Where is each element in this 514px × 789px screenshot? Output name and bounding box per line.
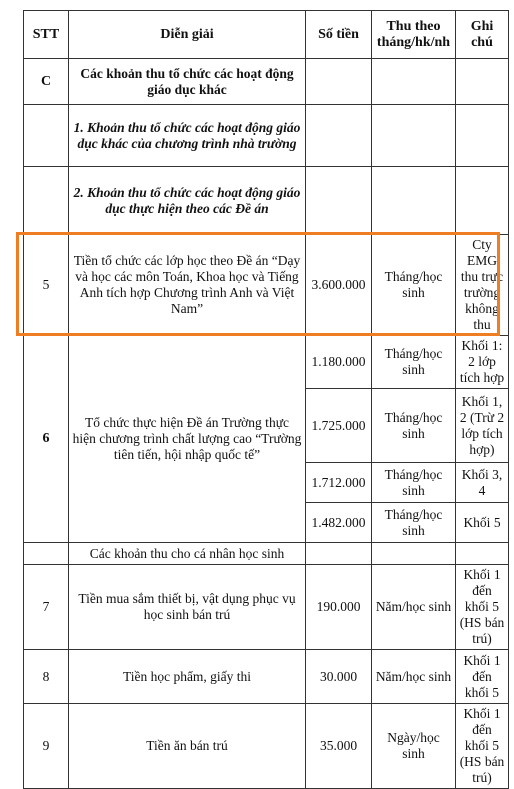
empty-cell <box>456 105 509 167</box>
row6-note-2: Khối 1, 2 (Trừ 2 lớp tích hợp) <box>456 389 509 463</box>
sub1-title: 1. Khoản thu tổ chức các hoạt động giáo dục khác của chương trình nhà trường <box>69 105 306 167</box>
row6-amount-4: 1.482.000 <box>306 503 372 543</box>
row8-stt: 8 <box>24 650 69 704</box>
empty-cell <box>24 167 69 235</box>
row6-note-1: Khối 1: 2 lớp tích hợp <box>456 336 509 389</box>
empty-cell <box>306 543 372 565</box>
row8-note: Khối 1 đến khối 5 <box>456 650 509 704</box>
row8-amount: 30.000 <box>306 650 372 704</box>
row6-note-3: Khối 3, 4 <box>456 463 509 503</box>
empty-cell <box>372 59 456 105</box>
section-personal-title: Các khoản thu cho cá nhân học sinh <box>69 543 306 565</box>
empty-cell <box>306 105 372 167</box>
row6-period-4: Tháng/học sinh <box>372 503 456 543</box>
header-thu-theo: Thu theo tháng/hk/nh <box>372 11 456 59</box>
row6-period-1: Tháng/học sinh <box>372 336 456 389</box>
section-c-stt: C <box>24 59 69 105</box>
sub1-row <box>24 105 509 167</box>
row6-amount-3: 1.712.000 <box>306 463 372 503</box>
row-9 <box>24 704 509 789</box>
row5-amount: 3.600.000 <box>306 235 372 336</box>
row6-stt: 6 <box>24 336 69 543</box>
row5-description: Tiền tổ chức các lớp học theo Đề án “Dạy và học các môn Toán, Khoa học và Tiếng Anh tích hợp Chương trình Anh và Việt Nam” <box>69 235 306 336</box>
empty-cell <box>456 167 509 235</box>
row7-description: Tiền mua sắm thiết bị, vật dụng phục vụ học sinh bán trú <box>69 565 306 650</box>
row9-period: Ngày/học sinh <box>372 704 456 789</box>
section-c-row <box>24 59 509 105</box>
sub2-row <box>24 167 509 235</box>
row-6a <box>24 336 509 389</box>
row8-description: Tiền học phẩm, giấy thi <box>69 650 306 704</box>
empty-cell <box>24 543 69 565</box>
row7-note: Khối 1 đến khối 5 (HS bán trú) <box>456 565 509 650</box>
row7-period: Năm/học sinh <box>372 565 456 650</box>
row9-note: Khối 1 đến khối 5 (HS bán trú) <box>456 704 509 789</box>
section-personal-row <box>24 543 509 565</box>
row6-description: Tổ chức thực hiện Đề án Trường thực hiện chương trình chất lượng cao “Trường tiên tiến, hội nhập quốc tế” <box>69 336 306 543</box>
fee-table <box>23 10 509 789</box>
header-stt: STT <box>24 11 69 59</box>
header-dien-giai: Diễn giải <box>69 11 306 59</box>
empty-cell <box>372 543 456 565</box>
empty-cell <box>372 105 456 167</box>
row8-period: Năm/học sinh <box>372 650 456 704</box>
section-c-title: Các khoản thu tổ chức các hoạt động giáo dục khác <box>69 59 306 105</box>
row5-stt: 5 <box>24 235 69 336</box>
empty-cell <box>306 167 372 235</box>
row7-stt: 7 <box>24 565 69 650</box>
row9-description: Tiền ăn bán trú <box>69 704 306 789</box>
row9-stt: 9 <box>24 704 69 789</box>
row5-note: Cty EMG thu trực trường không thu <box>456 235 509 336</box>
highlight-box <box>16 232 500 336</box>
row6-note-4: Khối 5 <box>456 503 509 543</box>
header-so-tien: Số tiền <box>306 11 372 59</box>
empty-cell <box>306 59 372 105</box>
row5-period: Tháng/học sinh <box>372 235 456 336</box>
empty-cell <box>372 167 456 235</box>
header-row <box>24 11 509 59</box>
empty-cell <box>456 59 509 105</box>
row9-amount: 35.000 <box>306 704 372 789</box>
empty-cell <box>456 543 509 565</box>
header-ghi-chu: Ghi chú <box>456 11 509 59</box>
row6-period-3: Tháng/học sinh <box>372 463 456 503</box>
empty-cell <box>24 105 69 167</box>
row-8 <box>24 650 509 704</box>
row7-amount: 190.000 <box>306 565 372 650</box>
row6-amount-1: 1.180.000 <box>306 336 372 389</box>
row6-amount-2: 1.725.000 <box>306 389 372 463</box>
row6-period-2: Tháng/học sinh <box>372 389 456 463</box>
sub2-title: 2. Khoản thu tổ chức các hoạt động giáo dục thực hiện theo các Đề án <box>69 167 306 235</box>
row-7 <box>24 565 509 650</box>
